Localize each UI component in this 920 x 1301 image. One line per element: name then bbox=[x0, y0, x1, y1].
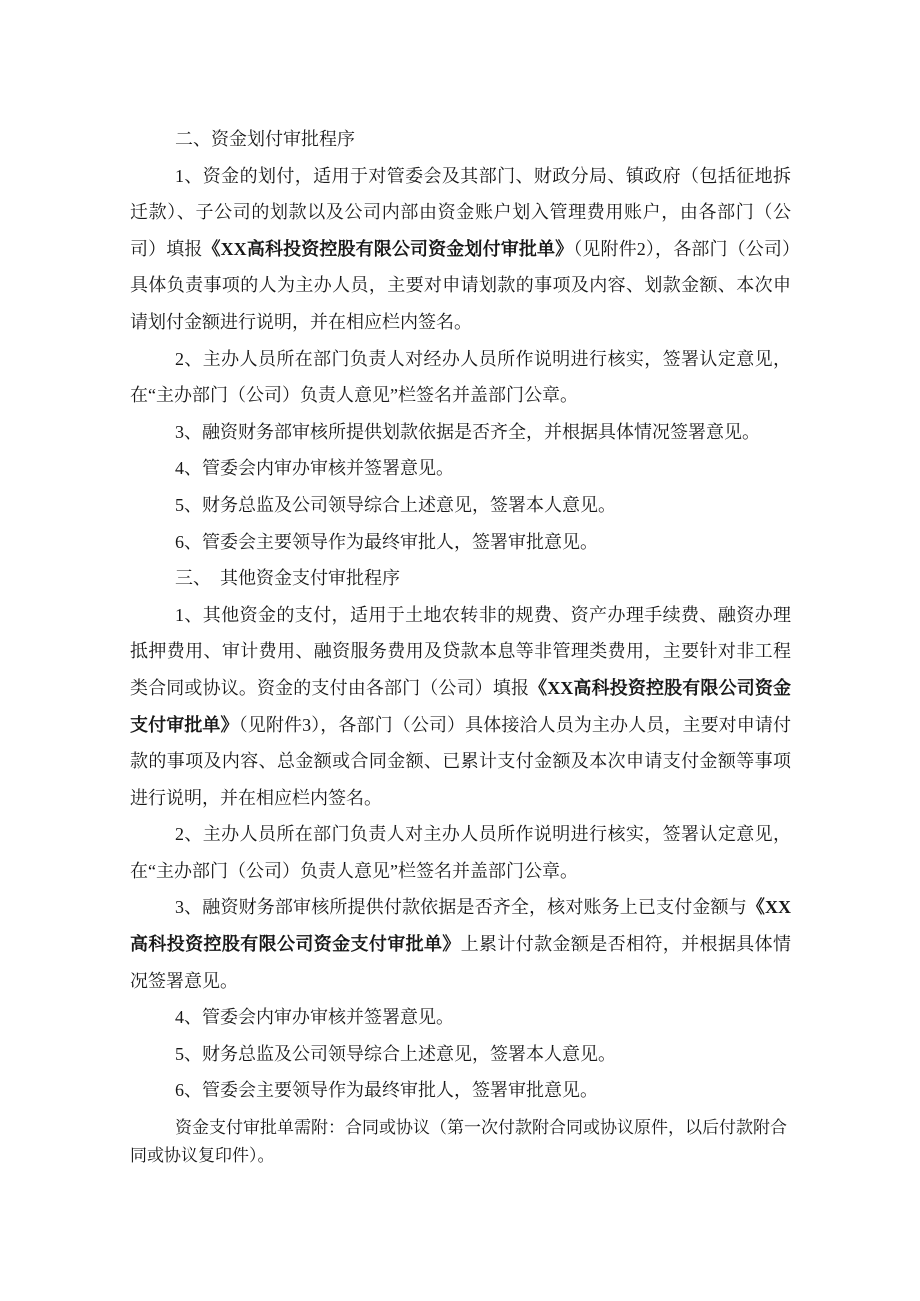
text-run: 1、其他资金的支付，适用于土地农转非的规费、资产办理手续费、融资办理抵押费用、审计费用、融资服务费用及贷款本息等非管理类费用，主要针对非工程类合同或协议。资金的支付由各部门（公司）填报 bbox=[130, 604, 791, 698]
text-run: 3、融资财务部审核所提供划款依据是否齐全，并根据具体情况签署意见。 bbox=[175, 421, 760, 442]
document-title-reference: 《XX高科投资控股有限公司资金划付审批单》 bbox=[202, 238, 574, 259]
text-run: 2、主办人员所在部门负责人对经办人员所作说明进行核实，签署认定意见，在“主办部门（公司）负责人意见”栏签名并盖部门公章。 bbox=[130, 348, 791, 406]
text-run: 5、财务总监及公司领导综合上述意见，签署本人意见。 bbox=[175, 494, 616, 515]
text-run: 1、资金的划付，适用于对管委会及其部门、财政分局、镇政府（包括征地拆迁款）、子公司的划款以及公司内部由资金账户划入管理费用账户，由各部门（公司）填报 bbox=[130, 165, 791, 259]
body-paragraph bbox=[130, 158, 791, 341]
section-heading bbox=[130, 121, 791, 158]
body-paragraph bbox=[130, 597, 791, 817]
document-title-reference: 《XX高科投资控股有限公司资金支付审批单》 bbox=[130, 677, 791, 735]
body-paragraph bbox=[130, 889, 791, 999]
text-run: 5、财务总监及公司领导综合上述意见，签署本人意见。 bbox=[175, 1043, 616, 1064]
note-paragraph bbox=[130, 1114, 791, 1169]
text-run: 3、融资财务部审核所提供付款依据是否齐全，核对账务上已支付金额与 bbox=[175, 897, 747, 918]
text-run: 上累计付款金额是否相符，并根据具体情况签署意见。 bbox=[130, 934, 792, 991]
text-run: 6、管委会主要领导作为最终审批人，签署审批意见。 bbox=[175, 531, 598, 552]
text-run: （见附件2），各部门（公司）具体负责事项的人为主办人员，主要对申请划款的事项及内容、划款金额、本次申请划付金额进行说明，并在相应栏内签名。 bbox=[130, 238, 792, 332]
body-paragraph bbox=[130, 414, 791, 451]
document-body bbox=[130, 121, 791, 1169]
section-heading bbox=[130, 560, 791, 597]
text-run: 4、管委会内审办审核并签署意见。 bbox=[175, 1007, 454, 1028]
text-run: 资金支付审批单需附：合同或协议（第一次付款附合同或协议原件，以后付款附合同或协议复印件）。 bbox=[130, 1118, 787, 1165]
text-run: 4、管委会内审办审核并签署意见。 bbox=[175, 458, 454, 479]
body-paragraph bbox=[130, 816, 791, 889]
body-paragraph bbox=[130, 487, 791, 524]
body-paragraph bbox=[130, 999, 791, 1036]
body-paragraph bbox=[130, 450, 791, 487]
text-run: 2、主办人员所在部门负责人对主办人员所作说明进行核实，签署认定意见，在“主办部门（公司）负责人意见”栏签名并盖部门公章。 bbox=[130, 824, 791, 881]
text-run: 三、 其他资金支付审批程序 bbox=[175, 568, 400, 589]
text-run: （见附件3），各部门（公司）具体接洽人员为主办人员，主要对申请付款的事项及内容、总金额或合同金额、已累计支付金额及本次申请支付金额等事项进行说明，并在相应栏内签名。 bbox=[130, 714, 792, 808]
body-paragraph bbox=[130, 1036, 791, 1073]
text-run: 6、管委会主要领导作为最终审批人，签署审批意见。 bbox=[175, 1080, 598, 1101]
document-title-reference: 《XX高科投资控股有限公司资金支付审批单》 bbox=[130, 897, 792, 955]
text-run: 二、资金划付审批程序 bbox=[175, 129, 355, 149]
body-paragraph bbox=[130, 341, 791, 414]
body-paragraph bbox=[130, 524, 791, 561]
body-paragraph bbox=[130, 1072, 791, 1109]
